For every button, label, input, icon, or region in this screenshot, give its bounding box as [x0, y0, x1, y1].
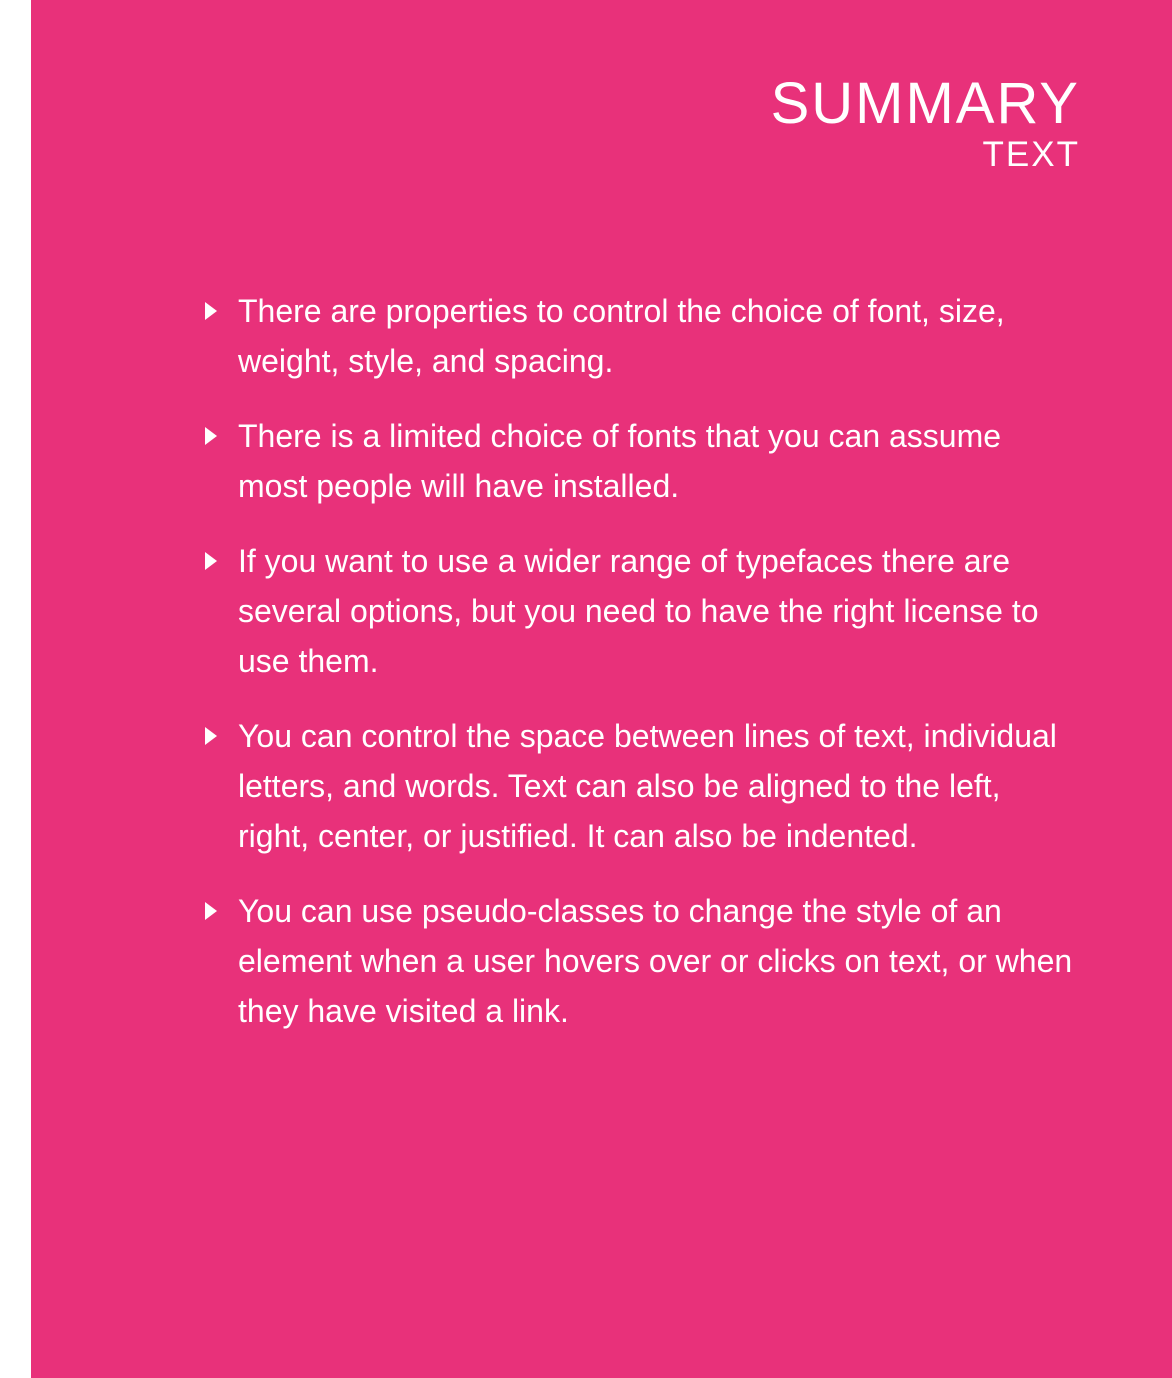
list-item [199, 411, 1079, 511]
triangle-right-icon [205, 427, 217, 445]
list-item [199, 711, 1079, 861]
list-item-text: If you want to use a wider range of typefaces there are several options, but you need to have the right license to use them. [238, 543, 1039, 679]
triangle-right-icon [205, 552, 217, 570]
list-item [199, 286, 1079, 386]
list-item [199, 886, 1079, 1036]
triangle-right-icon [205, 727, 217, 745]
list-item-text: There are properties to control the choice of font, size, weight, style, and spacing. [238, 293, 1005, 379]
list-item-text: You can use pseudo-classes to change the style of an element when a user hovers over or clicks on text, or when they have visited a link. [238, 893, 1073, 1029]
list-item [199, 536, 1079, 686]
triangle-right-icon [205, 902, 217, 920]
page-title: SUMMARY [770, 71, 1080, 136]
summary-list [199, 286, 1079, 1061]
page-header [771, 72, 1080, 174]
list-item-text: There is a limited choice of fonts that you can assume most people will have installed. [238, 418, 1002, 504]
summary-page [31, 0, 1172, 1378]
page-subtitle: TEXT [982, 135, 1080, 174]
list-item-text: You can control the space between lines of text, individual letters, and words. Text can also be aligned to the left, right, center, or justified. It can also be indented. [238, 718, 1057, 854]
triangle-right-icon [205, 302, 217, 320]
